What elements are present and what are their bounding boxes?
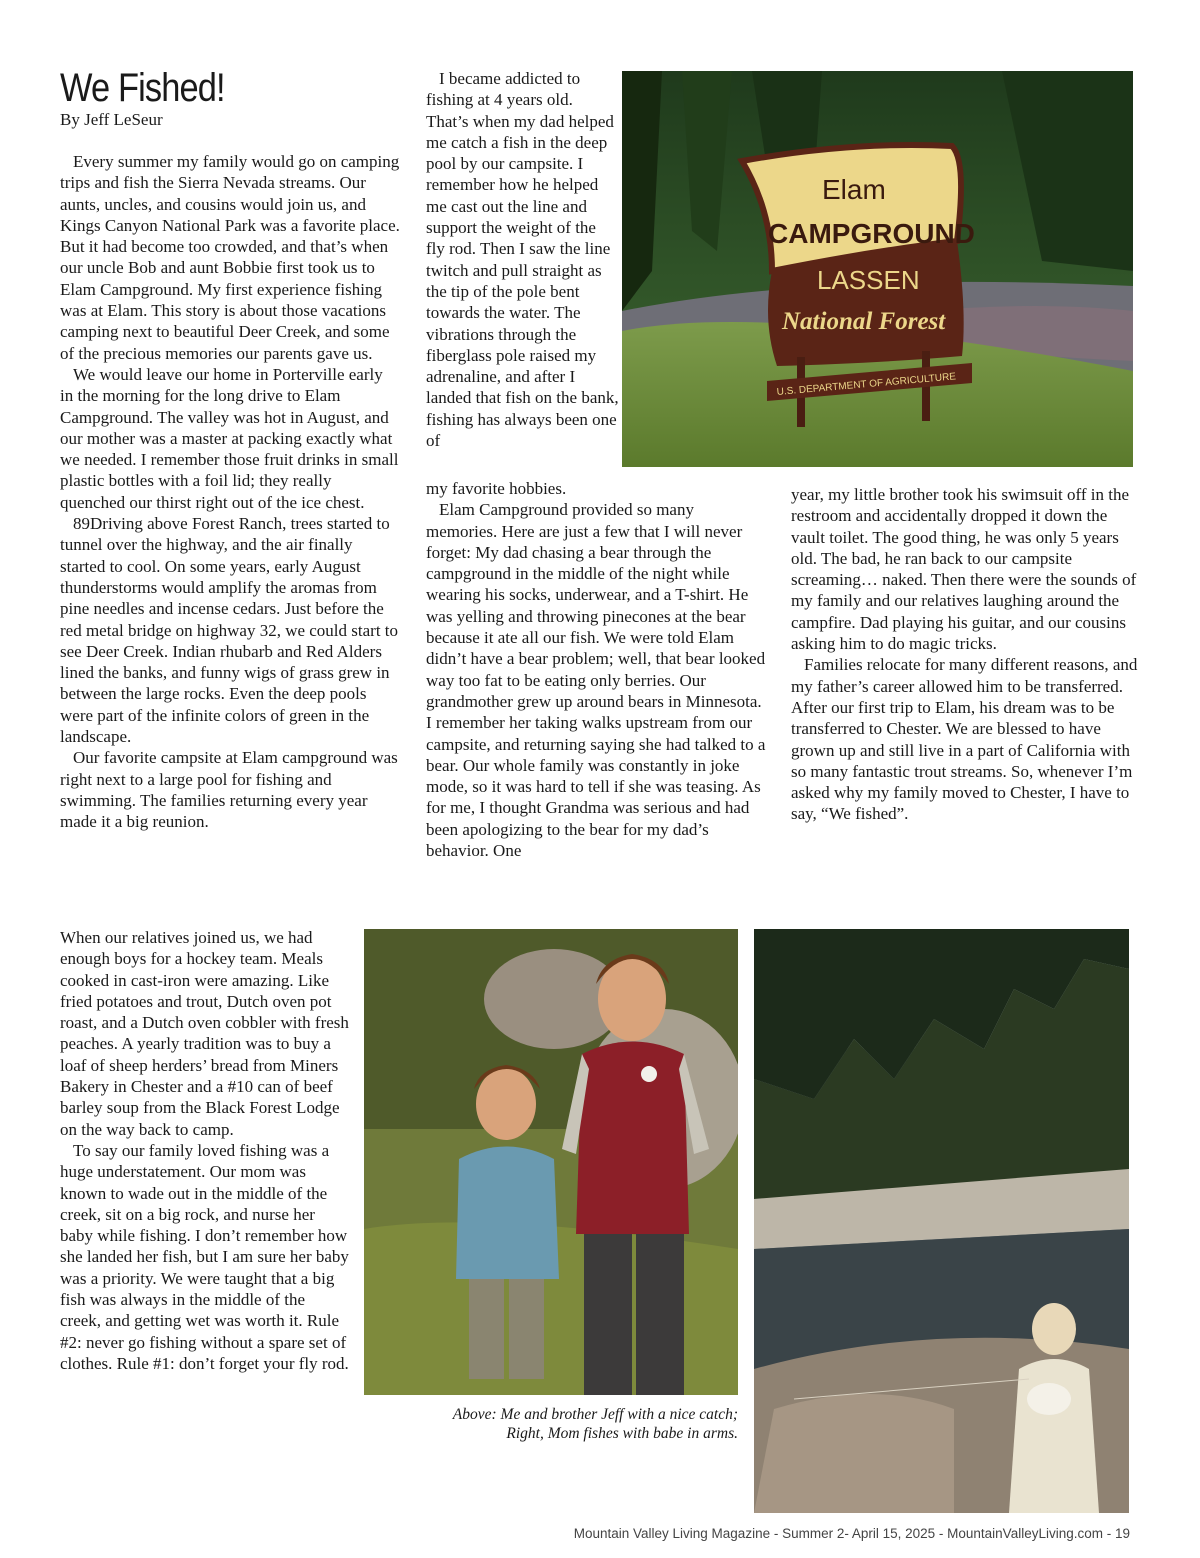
caption-line-2: Right, Mom fishes with babe in arms. (506, 1425, 738, 1442)
paragraph: Every summer my family would go on camping trips and fish the Sierra Nevada streams. Our aunts, uncles, and cousins would join us, and Kings Canyon National Park was a favorite place. But it had become too crowded, and that’s when our uncle Bob and aunt Bobbie first took us to Elam Campground. My first experience fishing was at Elam. This story is about those vacations camping next to beautiful Deer Creek, and some of the precious memories our parents gave us. (60, 152, 400, 363)
article-title: We Fished! (60, 66, 225, 110)
mom-creek-photo (754, 929, 1129, 1513)
paragraph: my favorite hobbies. (426, 479, 567, 498)
column-2 (426, 478, 768, 861)
column-2-narrow (426, 68, 619, 451)
paragraph: When our relatives joined us, we had enough boys for a hockey team. Meals cooked in cast-iron were amazing. Like fried potatoes and trout, Dutch oven pot roast, and a Dutch oven cobbler with fresh peaches. A yearly tradition was to buy a loaf of sheep herders’ bread from Miners Bakery in Chester and a #10 can of beef barley soup from the Black Forest Lodge on the way back to camp. (60, 928, 349, 1139)
page-footer: Mountain Valley Living Magazine - Summer 2- April 15, 2025 - MountainValleyLiving.com - 19 (573, 1526, 1130, 1541)
campground-sign-illustration (622, 71, 1133, 467)
sign-plaque: U.S. DEPARTMENT OF AGRICULTURE (776, 371, 957, 398)
sign-line-3: LASSEN (817, 265, 920, 295)
byline: By Jeff LeSeur (60, 110, 163, 129)
sign-line-4: National Forest (782, 308, 946, 335)
boys-illustration (364, 929, 738, 1395)
sign-line-2: CAMPGROUND (768, 218, 975, 249)
paragraph: year, my little brother took his swimsuit off in the restroom and accidentally dropped it down the vault toilet. The good thing, he was only 5 years old. The bad, he ran back to our campsite screaming… naked. Then there were the sounds of my family and our relatives laughing around the campfire. Dad playing his guitar, and our cousins asking him to do magic tricks. (791, 485, 1137, 654)
creek-illustration (754, 929, 1129, 1513)
paragraph: Elam Campground provided so many memories. Here are just a few that I will never forget: My dad chasing a bear through the campground in the middle of the night while wearing his socks, underwear, and a T-shirt. He was yelling and throwing pinecones at the bear because it ate all our fish. We were told Elam didn’t have a bear problem; well, that bear looked way too fat to be eating only berries. Our grandmother grew up around bears in Minnesota. I remember her taking walks upstream from our campsite, and returning saying she had talked to a bear. Our whole family was constantly in joke mode, so it was hard to tell if she was teasing. As for me, I thought Grandma was serious and had been apologizing to the bear for my dad’s behavior. One (426, 500, 766, 861)
photo-caption (392, 1405, 738, 1443)
campground-sign-photo (622, 71, 1133, 467)
column-1-narrow (60, 927, 350, 1374)
paragraph: 89Driving above Forest Ranch, trees started to tunnel over the highway, and the air finally started to cool. On some years, early August thunderstorms would amplify the aromas from pine needles and incense cedars. Just before the red metal bridge on highway 32, we could start to see Deer Creek. Indian rhubarb and Red Alders lined the banks, and funny wigs of grass grew in between the large rocks. Even the deep pools were part of the infinite colors of green in the landscape. (60, 514, 399, 747)
paragraph: I became addicted to fishing at 4 years old. That’s when my dad helped me catch a fish in the deep pool by our campsite. I remember how he helped me cast out the line and support the weight of the fly rod. Then I saw the line twitch and pull straight as the tip of the pole bent towards the water. The vibrations through the fiberglass pole raised my adrenaline, and after I landed that fish on the bank, fishing has always been one of (426, 69, 619, 451)
paragraph: Families relocate for many different reasons, and my father’s career allowed him to be transferred. After our first trip to Elam, his dream was to be transferred to Chester. We are blessed to have grown up and still live in a part of California with so many fantastic trout streams. So, whenever I’m asked why my family moved to Chester, I have to say, “We fished”. (791, 655, 1138, 824)
paragraph: To say our family loved fishing was a huge understatement. Our mom was known to wade out in the middle of the creek, sit on a big rock, and nurse her baby while fishing. I don’t remember how she landed her fish, but I am sure her baby was a priority. We were taught that a big fish was always in the middle of the creek, and getting wet was worth it. Rule #2: never go fishing without a spare set of clothes. Rule #1: don’t forget your fly rod. (60, 1140, 349, 1373)
caption-line-1: Above: Me and brother Jeff with a nice catch; (452, 1406, 738, 1423)
paragraph: Our favorite campsite at Elam campground was right next to a large pool for fishing and swimming. The families returning every year made it a big reunion. (60, 748, 398, 832)
paragraph: We would leave our home in Porterville early in the morning for the long drive to Elam Campground. The valley was hot in August, and our mother was a master at packing exactly what we needed. I remember those fruit drinks in small plastic bottles with a foil lid; they really quenched our thirst right out of the ice chest. (60, 364, 399, 512)
boys-photo (364, 929, 738, 1395)
sign-line-1: Elam (822, 174, 886, 205)
column-3 (791, 484, 1141, 825)
column-1 (60, 151, 400, 833)
